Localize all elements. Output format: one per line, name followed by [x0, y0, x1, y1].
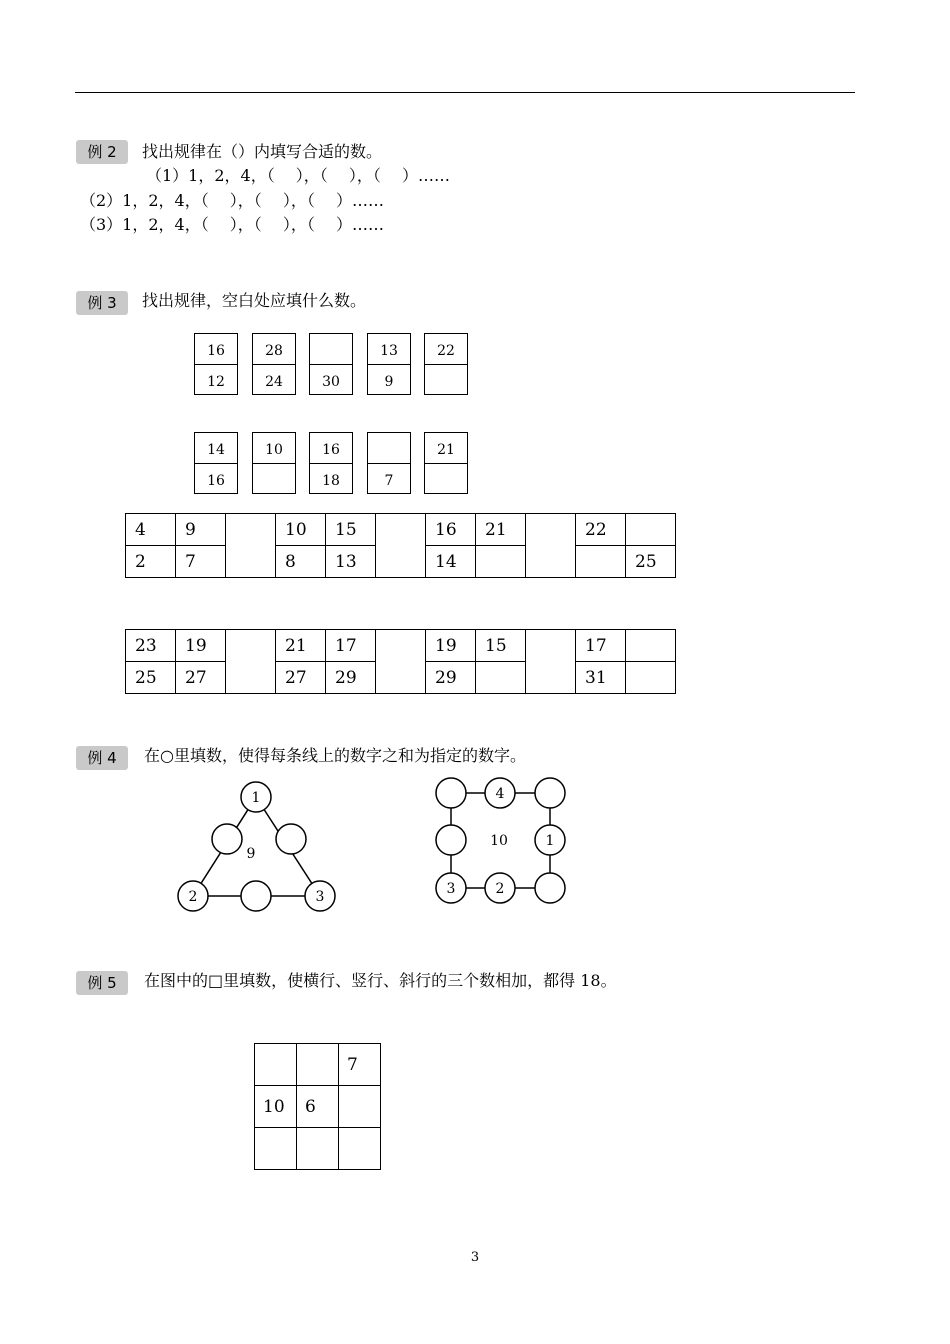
table-cell: 8	[276, 546, 326, 578]
square-circle	[436, 778, 466, 808]
example-4-title: 在○里填数，使得每条线上的数字之和为指定的数字。	[144, 746, 526, 765]
square-circle	[436, 825, 466, 855]
box-bottom: 24	[265, 374, 283, 390]
square-diagram	[420, 770, 580, 910]
table-cell: 19	[176, 630, 226, 662]
box-bottom: 16	[207, 473, 225, 489]
table-cell	[476, 662, 526, 694]
example-3-title: 找出规律，空白处应填什么数。	[142, 291, 367, 310]
circle-value: 2	[188, 889, 198, 905]
number-box	[194, 432, 238, 494]
table-cell	[526, 514, 576, 578]
table-cell	[226, 630, 276, 694]
example-2-line-1: （1）1，2，4，（ ），（ ），（ ）……	[146, 166, 450, 185]
example-2-line-3: （3）1，2，4，（ ），（ ），（ ）……	[80, 215, 384, 234]
grid-cell	[255, 1044, 297, 1086]
circle-value: 1	[251, 790, 261, 806]
number-box	[194, 333, 238, 395]
example-5-tag: 例 5	[76, 971, 128, 995]
box-top: 16	[195, 334, 237, 365]
example-5-title: 在图中的□里填数，使横行、竖行、斜行的三个数相加，都得 18。	[144, 971, 617, 990]
table-row	[126, 630, 676, 662]
example-3-tag: 例 3	[76, 291, 128, 315]
circle-value: 1	[545, 833, 555, 849]
triangle-circle	[276, 824, 306, 854]
table-cell: 19	[426, 630, 476, 662]
table-cell: 21	[476, 514, 526, 546]
number-box	[367, 333, 411, 395]
example-2-title: 找出规律在（）内填写合适的数。	[142, 142, 383, 161]
number-box	[424, 333, 468, 395]
table-cell: 16	[426, 514, 476, 546]
grid-cell	[339, 1128, 381, 1170]
number-box	[309, 333, 353, 395]
table-cell: 10	[276, 514, 326, 546]
example-4-tag: 例 4	[76, 746, 128, 770]
table-cell: 29	[326, 662, 376, 694]
table-cell: 23	[126, 630, 176, 662]
box-top: 22	[425, 334, 467, 365]
table-cell	[626, 630, 676, 662]
table-cell	[376, 514, 426, 578]
circle-value: 4	[495, 786, 505, 802]
box-bottom: 9	[384, 374, 394, 390]
grid-cell: 10	[255, 1086, 297, 1128]
box-top: 28	[253, 334, 295, 365]
circle-value: 3	[315, 889, 325, 905]
box-top: 13	[368, 334, 410, 365]
square-center: 10	[490, 833, 508, 849]
magic-square	[254, 1043, 381, 1170]
box-top: 14	[195, 433, 237, 464]
example-2-line-2: （2）1，2，4，（ ），（ ），（ ）……	[80, 191, 384, 210]
grid-cell	[297, 1044, 339, 1086]
box-bottom: 18	[322, 473, 340, 489]
number-box	[252, 432, 296, 494]
circle-value: 2	[495, 881, 505, 897]
triangle-diagram	[160, 770, 360, 920]
table-cell: 13	[326, 546, 376, 578]
table-cell: 31	[576, 662, 626, 694]
table-cell: 21	[276, 630, 326, 662]
example-2-tag: 例 2	[76, 140, 128, 164]
number-box	[367, 432, 411, 494]
table-cell	[526, 630, 576, 694]
box-top: 10	[253, 433, 295, 464]
number-box	[309, 432, 353, 494]
triangle-circle	[212, 824, 242, 854]
box-bottom: 7	[384, 473, 394, 489]
table-cell: 29	[426, 662, 476, 694]
grid-cell: 6	[297, 1086, 339, 1128]
table-row	[255, 1086, 381, 1128]
box-bottom: 12	[207, 374, 225, 390]
grid-cell	[297, 1128, 339, 1170]
table-cell: 27	[276, 662, 326, 694]
table-row	[255, 1128, 381, 1170]
box-top: 21	[425, 433, 467, 464]
box-bottom: 30	[322, 374, 340, 390]
circle-value: 3	[446, 881, 456, 897]
box-bottom	[425, 464, 467, 494]
table-cell: 17	[326, 630, 376, 662]
table-cell: 22	[576, 514, 626, 546]
table-cell: 17	[576, 630, 626, 662]
table-cell: 2	[126, 546, 176, 578]
table-cell	[626, 662, 676, 694]
grid-cell	[339, 1086, 381, 1128]
box-top: 16	[310, 433, 352, 464]
box-bottom	[425, 365, 467, 395]
table-cell: 4	[126, 514, 176, 546]
triangle-circle	[241, 881, 271, 911]
square-circle	[535, 778, 565, 808]
number-box	[424, 432, 468, 494]
header-rule	[75, 92, 855, 93]
pattern-table-1	[125, 513, 676, 578]
table-cell	[576, 546, 626, 578]
table-cell: 7	[176, 546, 226, 578]
table-cell: 14	[426, 546, 476, 578]
table-cell: 15	[326, 514, 376, 546]
page-number: 3	[470, 1250, 480, 1265]
table-cell: 15	[476, 630, 526, 662]
table-cell: 25	[126, 662, 176, 694]
table-cell: 9	[176, 514, 226, 546]
number-box	[252, 333, 296, 395]
box-top	[368, 433, 410, 464]
table-cell: 27	[176, 662, 226, 694]
triangle-center: 9	[246, 846, 256, 862]
square-circle	[535, 873, 565, 903]
grid-cell: 7	[339, 1044, 381, 1086]
table-cell	[476, 546, 526, 578]
table-row	[126, 514, 676, 546]
box-top	[310, 334, 352, 365]
table-cell	[626, 514, 676, 546]
table-cell	[226, 514, 276, 578]
table-cell: 25	[626, 546, 676, 578]
grid-cell	[255, 1128, 297, 1170]
table-cell	[376, 630, 426, 694]
table-row	[255, 1044, 381, 1086]
box-bottom	[253, 464, 295, 494]
pattern-table-2	[125, 629, 676, 694]
